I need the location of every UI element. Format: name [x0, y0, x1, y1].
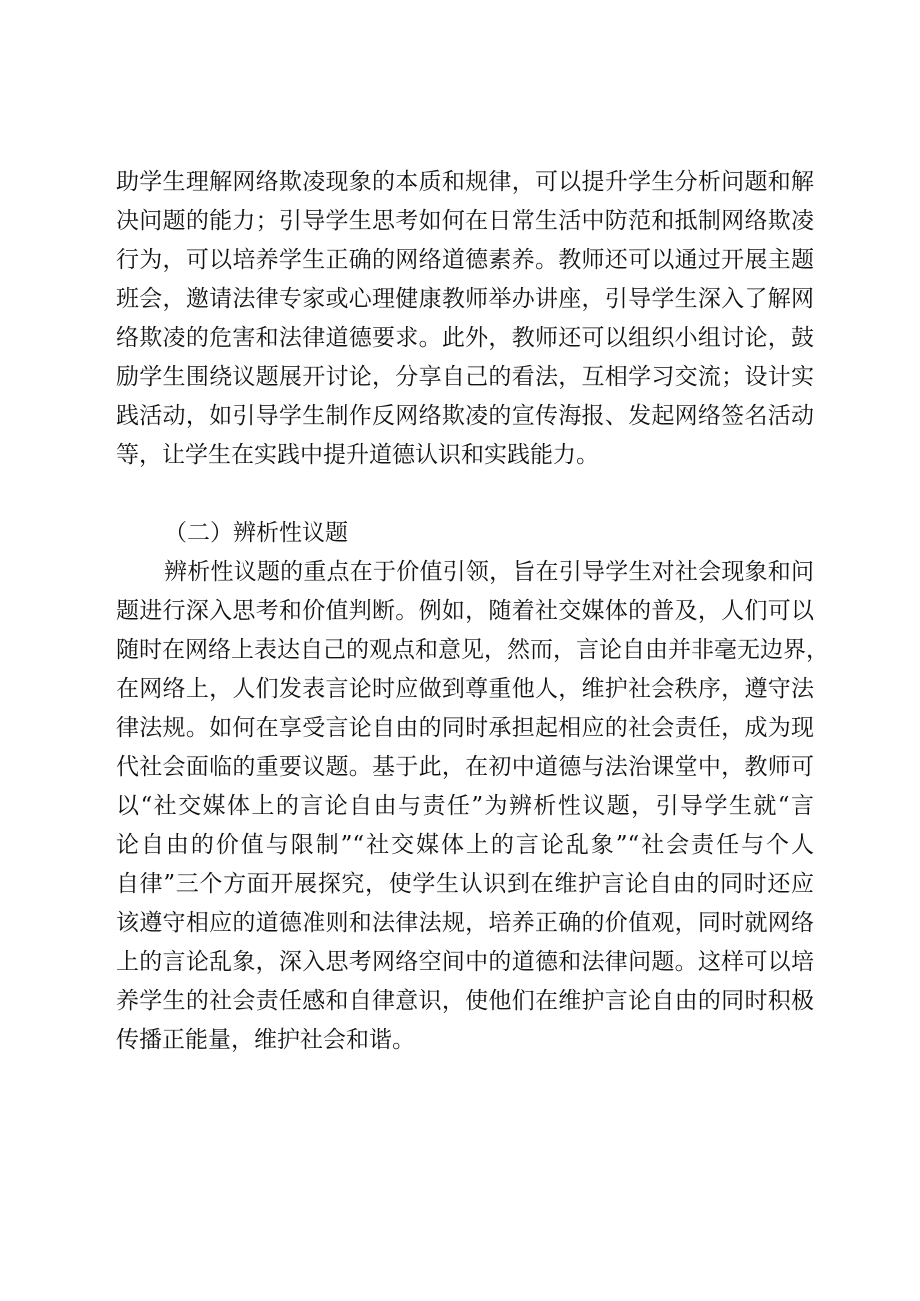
section-heading: （二）辨析性议题	[164, 520, 348, 546]
paragraph-line: 等，让学生在实践中提升道德认识和实践能力。	[116, 442, 599, 468]
paragraph-line: 传播正能量，维护社会和谐。	[116, 1027, 415, 1053]
paragraph-line: 题进行深入思考和价值判断。例如，随着社交媒体的普及，人们可以	[116, 598, 814, 624]
paragraph-line: 以“社交媒体上的言论自由与责任”为辨析性议题，引导学生就“言	[116, 793, 814, 819]
paragraph-line: 随时在网络上表达自己的观点和意见，然而，言论自由并非毫无边界，	[116, 637, 829, 663]
paragraph-line: 养学生的社会责任感和自律意识，使他们在维护言论自由的同时积极	[116, 988, 814, 1014]
paragraph-line: 班会，邀请法律专家或心理健康教师举办讲座，引导学生深入了解网	[116, 286, 814, 312]
paragraph-line: 励学生围绕议题展开讨论，分享自己的看法，互相学习交流；设计实	[116, 364, 814, 390]
paragraph-line: 助学生理解网络欺凌现象的本质和规律，可以提升学生分析问题和解	[116, 169, 814, 195]
paragraph-network-bullying-guidance	[116, 163, 814, 475]
paragraph-line: 在网络上，人们发表言论时应做到尊重他人，维护社会秩序，遵守法	[116, 676, 814, 702]
paragraph-line: 辨析性议题的重点在于价值引领，旨在引导学生对社会现象和问	[164, 559, 814, 585]
paragraph-line: 行为，可以培养学生正确的网络道德素养。教师还可以通过开展主题	[116, 247, 814, 273]
paragraph-line: 论自由的价值与限制”“社交媒体上的言论乱象”“社会责任与个人	[116, 832, 814, 858]
paragraph-line: 决问题的能力；引导学生思考如何在日常生活中防范和抵制网络欺凌	[116, 208, 814, 234]
paragraph-line: 自律”三个方面开展探究，使学生认识到在维护言论自由的同时还应	[116, 871, 814, 897]
paragraph-line: 该遵守相应的道德准则和法律法规，培养正确的价值观，同时就网络	[116, 910, 814, 936]
paragraph-line: 践活动，如引导学生制作反网络欺凌的宣传海报、发起网络签名活动	[116, 403, 814, 429]
paragraph-line: 律法规。如何在享受言论自由的同时承担起相应的社会责任，成为现	[116, 715, 814, 741]
paragraph-line: 上的言论乱象，深入思考网络空间中的道德和法律问题。这样可以培	[116, 949, 814, 975]
paragraph-discrimination-topic	[116, 553, 829, 1060]
paragraph-line: 络欺凌的危害和法律道德要求。此外，教师还可以组织小组讨论，鼓	[116, 325, 814, 351]
paragraph-line: 代社会面临的重要议题。基于此，在初中道德与法治课堂中，教师可	[116, 754, 814, 780]
